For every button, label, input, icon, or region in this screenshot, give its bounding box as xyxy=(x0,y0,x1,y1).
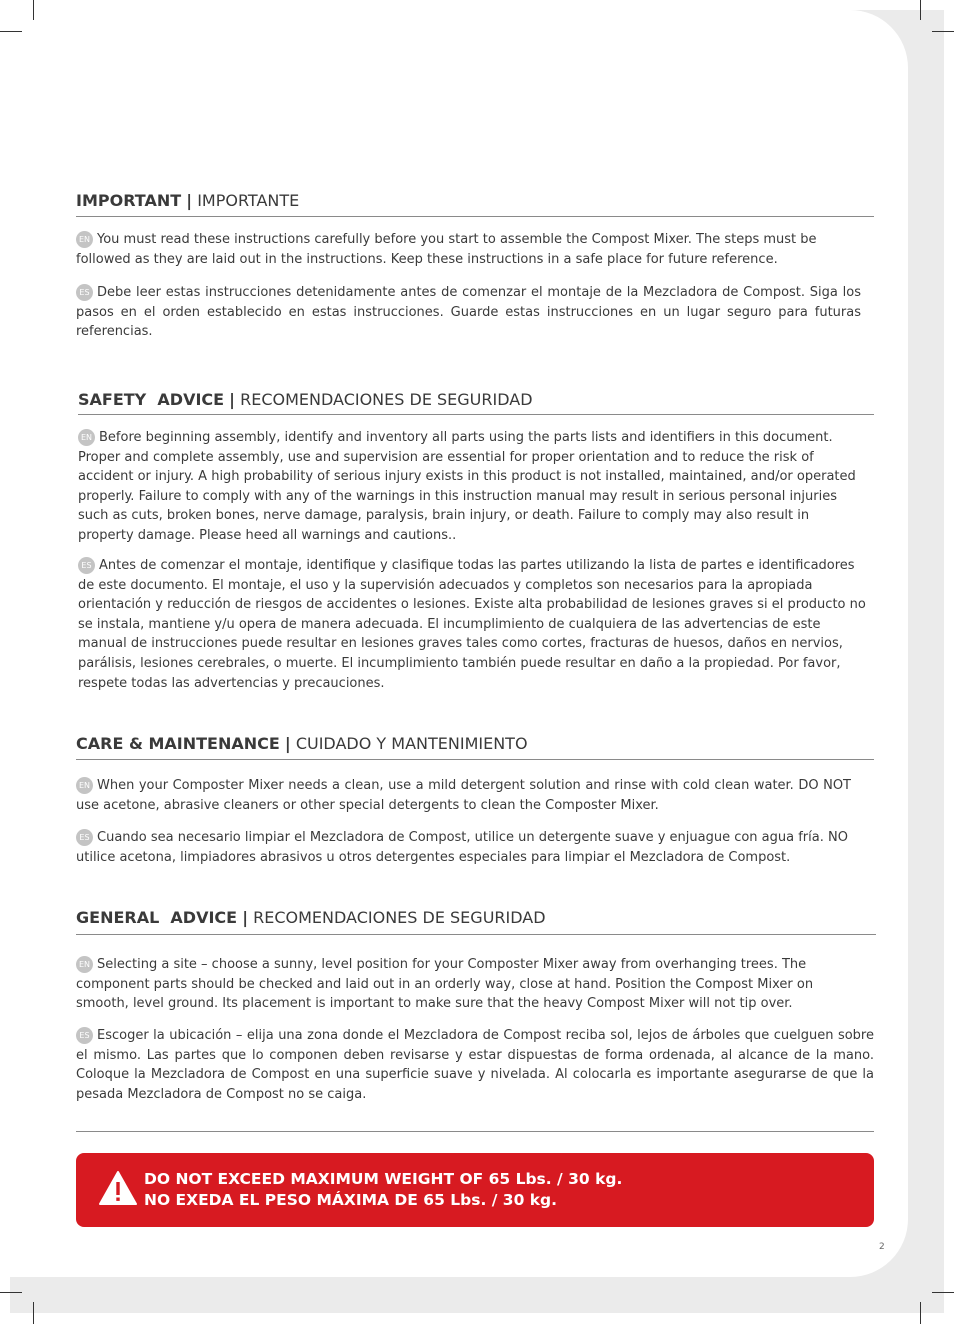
page-number: 2 xyxy=(879,1242,885,1252)
section-title-safety-advice xyxy=(78,390,533,410)
warning-line-en: DO NOT EXCEED MAXIMUM WEIGHT OF 65 Lbs. / 30 kg. xyxy=(144,1170,623,1188)
lang-badge-es: ES xyxy=(76,1027,93,1044)
divider-rule xyxy=(76,1131,874,1132)
title-en: GENERAL ADVICE xyxy=(76,908,238,927)
paragraph-text: Escoger la ubicación – elija una zona donde el Mezcladora de Compost reciba sol, lejos de árboles que cuelguen sobre el mismo. Las partes que lo componen deben revisarse y estar dispuestas de forma ordenada, al alcance de la mano. Coloque la Mezcladora de Compost en una superficie suave y nivelada. Al colocarla es importante asegurarse de que la pesada Mezcladora de Compost no se caiga. xyxy=(76,1028,874,1102)
title-es: RECOMENDACIONES DE SEGURIDAD xyxy=(240,390,533,409)
lang-badge-en: EN xyxy=(78,429,95,446)
lang-badge-en: EN xyxy=(76,956,93,973)
warning-text xyxy=(144,1169,622,1211)
lang-badge-es: ES xyxy=(78,557,95,574)
crop-mark xyxy=(0,31,22,32)
weight-warning-banner xyxy=(76,1153,874,1227)
paragraph-text: Debe leer estas instrucciones detenidamente antes de comenzar el montaje de la Mezcladora de Compost. Siga los pasos en el orden establecido en estas instrucciones. Guarde estas instrucciones en un lugar seguro para futuras referencias. xyxy=(76,285,861,340)
title-es: IMPORTANTE xyxy=(197,191,300,210)
paragraph-text: You must read these instructions carefully before you start to assemble the Compost Mixer. The steps must be followed as they are laid out in the instructions. Keep these instructions in a safe place for future reference. xyxy=(76,232,817,267)
paragraph-text: Antes de comenzar el montaje, identifique y clasifique todas las partes utilizando la lista de partes e identificadores de este documento. El montaje, el uso y la supervisión adecuados y completos son necesarios para la apropiada orientación y reducción de riesgos de accidentes o lesiones. Existe alta probabilidad de lesiones graves si el producto no se instala, mantiene y/u opera de manera adecuada. El incumplimiento de cualquiera de las advertencias de este manual de instrucciones puede resultar en lesiones graves tales como cortes, fracturas de huesos, daños en nervios, parálisis, lesiones cerebrales, o muerte. El incumplimiento también puede resultar en daño a la propiedad. Por favor, respete todas las advertencias y precauciones. xyxy=(78,558,866,691)
crop-mark xyxy=(33,0,34,20)
paragraph-en xyxy=(76,230,866,269)
title-es: RECOMENDACIONES DE SEGURIDAD xyxy=(253,908,546,927)
crop-mark xyxy=(932,31,954,32)
paragraph-en xyxy=(76,776,851,815)
crop-mark xyxy=(920,1302,921,1324)
title-separator: | xyxy=(186,191,193,210)
paragraph-text: When your Composter Mixer needs a clean, use a mild detergent solution and rinse with cold clean water. DO NOT use acetone, abrasive cleaners or other special detergents to clean the Composter Mixer. xyxy=(76,778,851,813)
title-en: SAFETY ADVICE xyxy=(78,390,225,409)
crop-mark xyxy=(33,1302,34,1324)
paragraph-es xyxy=(76,283,861,342)
section-title-general-advice xyxy=(76,908,546,928)
title-es: CUIDADO Y MANTENIMIENTO xyxy=(295,734,528,753)
section-title-care-maintenance xyxy=(76,734,528,754)
section-rule xyxy=(76,759,874,760)
paragraph-es xyxy=(76,1026,874,1104)
paragraph-es xyxy=(76,828,861,867)
paragraph-text: Selecting a site – choose a sunny, level position for your Composter Mixer away from overhanging trees. The component parts should be checked and laid out in an orderly way, close at hand. Position the Compost Mixer on smooth, level ground. Its placement is important to make sure that the heavy Compost Mixer will not tip over. xyxy=(76,957,814,1012)
title-separator: | xyxy=(242,908,249,927)
paragraph-text: Before beginning assembly, identify and inventory all parts using the parts lists and identifiers in this document. Proper and complete assembly, use and supervision are essential for proper orientation and to reduce the risk of accident or injury. A high probability of serious injury exists in this product is not installed, maintained, and/or operated properly. Failure to comply with any of the warnings in this instruction manual may result in serious personal injuries such as cuts, broken bones, nerve damage, paralysis, brain injury, or death. Failure to comply may also result in property damage. Please heed all warnings and cautions.. xyxy=(78,430,856,543)
crop-mark xyxy=(0,1292,22,1293)
paragraph-en xyxy=(78,428,866,546)
crop-mark xyxy=(932,1292,954,1293)
paragraph-en xyxy=(76,955,861,1014)
lang-badge-es: ES xyxy=(76,284,93,301)
section-rule xyxy=(76,216,874,217)
section-title-important xyxy=(76,191,299,211)
paragraph-text: Cuando sea necesario limpiar el Mezcladora de Compost, utilice un detergente suave y enjuague con agua fría. NO utilice acetona, limpiadores abrasivos u otros detergentes especiales para limpiar el Mezcladora de Compost. xyxy=(76,830,848,865)
lang-badge-es: ES xyxy=(76,829,93,846)
exclamation-icon xyxy=(98,1170,138,1206)
lang-badge-en: EN xyxy=(76,231,93,248)
title-en: CARE & MAINTENANCE xyxy=(76,734,280,753)
section-rule xyxy=(76,934,876,935)
title-separator: | xyxy=(284,734,291,753)
lang-badge-en: EN xyxy=(76,777,93,794)
warning-line-es: NO EXEDA EL PESO MÁXIMA DE 65 Lbs. / 30 kg. xyxy=(144,1191,558,1209)
section-rule xyxy=(78,414,874,415)
paragraph-es xyxy=(78,556,866,693)
title-separator: | xyxy=(229,390,236,409)
title-en: IMPORTANT xyxy=(76,191,182,210)
crop-mark xyxy=(920,0,921,20)
